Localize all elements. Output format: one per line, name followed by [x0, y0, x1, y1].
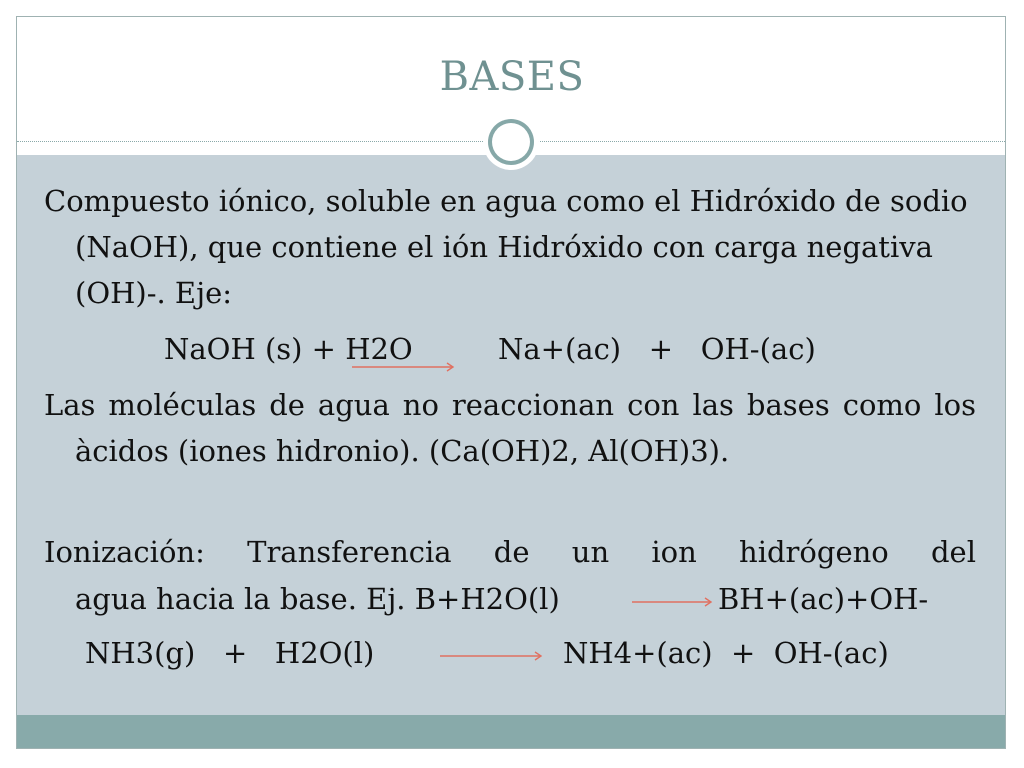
- reaction-arrow-icon: [632, 597, 714, 607]
- slide-title: BASES: [439, 54, 585, 100]
- paragraph-ionization-line2: agua hacia la base. Ej. B+H2O(l): [75, 582, 560, 616]
- footer-band: [17, 715, 1005, 748]
- paragraph-ionization-line1: Ionización: Transferencia de un ion hidrógeno del: [44, 535, 976, 569]
- paragraph-definition: Compuesto iónico, soluble en agua como el Hidróxido de sodio (NaOH), que contiene el ión Hidróxido con carga negativa (OH)-. Eje:: [44, 184, 968, 310]
- equation-naoh-reactants: NaOH (s) + H2O: [164, 332, 413, 366]
- reaction-arrow-icon: [440, 651, 544, 661]
- paragraph-water-molecules: Las moléculas de agua no reaccionan con las bases como los àcidos (iones hidronio). (Ca(OH)2, Al(OH)3).: [44, 388, 976, 468]
- equation-nh3-products: NH4+(ac) + OH-(ac): [563, 636, 889, 670]
- equation-naoh-products: Na+(ac) + OH-(ac): [498, 332, 816, 366]
- equation-nh3-reactants: NH3(g) + H2O(l): [85, 636, 375, 670]
- reaction-arrow-icon: [352, 362, 456, 372]
- divider-circle-center: [492, 123, 530, 161]
- paragraph-ionization-products: BH+(ac)+OH-: [718, 582, 929, 616]
